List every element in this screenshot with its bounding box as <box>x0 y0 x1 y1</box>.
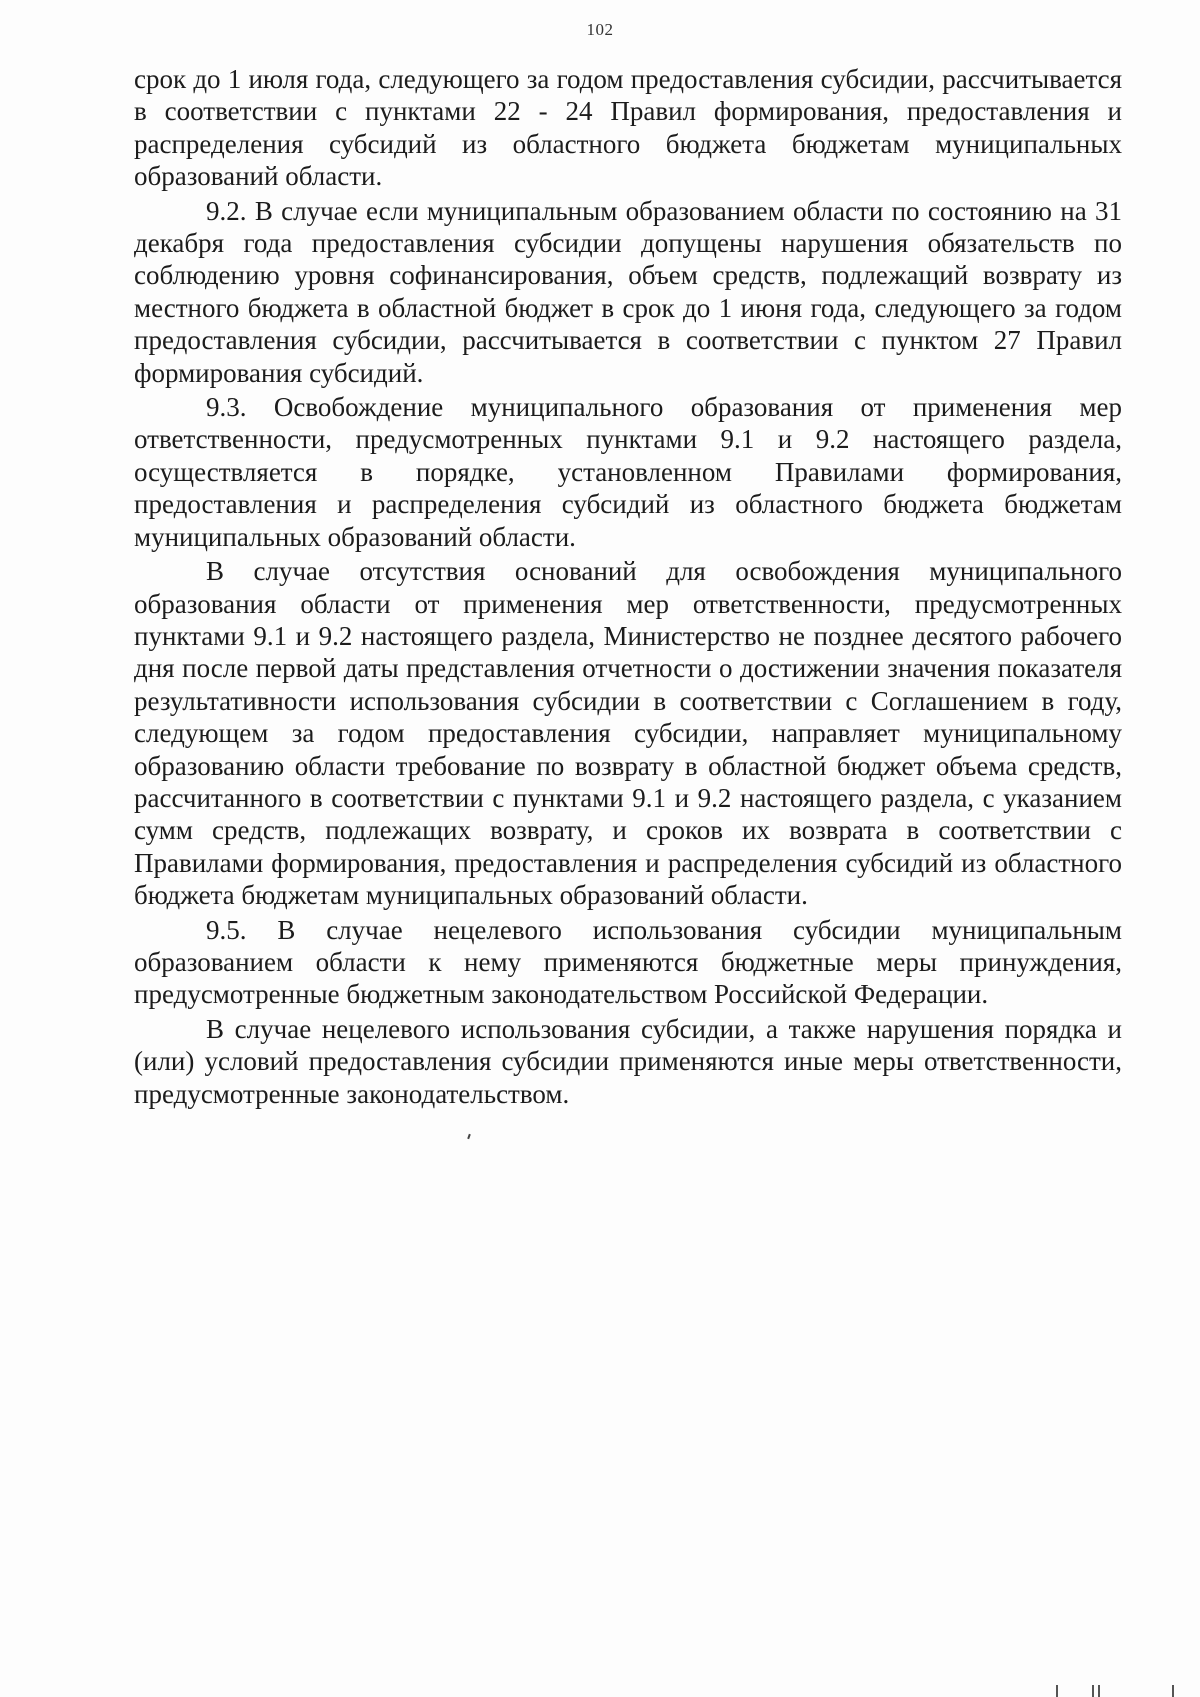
paragraph-9-3-continued: В случае отсутствия оснований для освобождения муниципального образования области от применения мер ответственности, предусмотренных пунктами 9.1 и 9.2 настоящего раздела, Министерство не позднее десятого рабочего дня после первой даты представления отчетности о достижении значения показателя результативности использования субсидии в соответствии с Соглашением в году, следующем за годом предоставления субсидии, направляет муниципальному образованию области требование по возврату в областной бюджет объема средств, рассчитанного в соответствии с пунктами 9.1 и 9.2 настоящего раздела, с указанием сумм средств, подлежащих возврату, и сроков их возврата в соответствии с Правилами формирования, предоставления и распределения субсидий из областного бюджета бюджетам муниципальных образований области. <box>134 556 1122 911</box>
paragraph-9-2: 9.2. В случае если муниципальным образованием области по состоянию на 31 декабря года предоставления субсидии допущены нарушения обязательств по соблюдению уровня софинансирования, объем средств, подлежащий возврату из местного бюджета в областной бюджет в срок до 1 июня года, следующего за годом предоставления субсидии, рассчитывается в соответствии с пунктом 27 Правил формирования субсидий. <box>134 195 1122 388</box>
page-number: 102 <box>586 20 614 39</box>
paragraph-9-3: 9.3. Освобождение муниципального образования от применения мер ответственности, предусмотренных пунктами 9.1 и 9.2 настоящего раздела, осуществляется в порядке, установленном Правилами формирования, предоставления и распределения субсидий из областного бюджета бюджетам муниципальных образований области. <box>134 392 1122 552</box>
paragraph-9-5-continued: В случае нецелевого использования субсидии, а также нарушения порядка и (или) условий предоставления субсидии применяются иные меры ответственности, предусмотренные законодательством. <box>134 1013 1122 1109</box>
scan-edge-mark <box>1172 1685 1174 1697</box>
paragraph-9-5: 9.5. В случае нецелевого использования субсидии муниципальным образованием области к нему применяются бюджетные меры принуждения, предусмотренные бюджетным законодательством Российской Федерации. <box>134 914 1122 1010</box>
paragraph-continuation: срок до 1 июля года, следующего за годом предоставления субсидии, рассчитывается в соответствии с пунктами 22 - 24 Правил формирования, предоставления и распределения субсидий из областного бюджета бюджетам муниципальных образований области. <box>134 64 1122 192</box>
document-body <box>134 63 1122 1112</box>
scan-edge-mark <box>1056 1685 1058 1697</box>
scan-speck <box>467 1134 471 1139</box>
scan-edge-mark <box>1098 1685 1100 1697</box>
scan-edge-mark <box>1092 1685 1094 1697</box>
